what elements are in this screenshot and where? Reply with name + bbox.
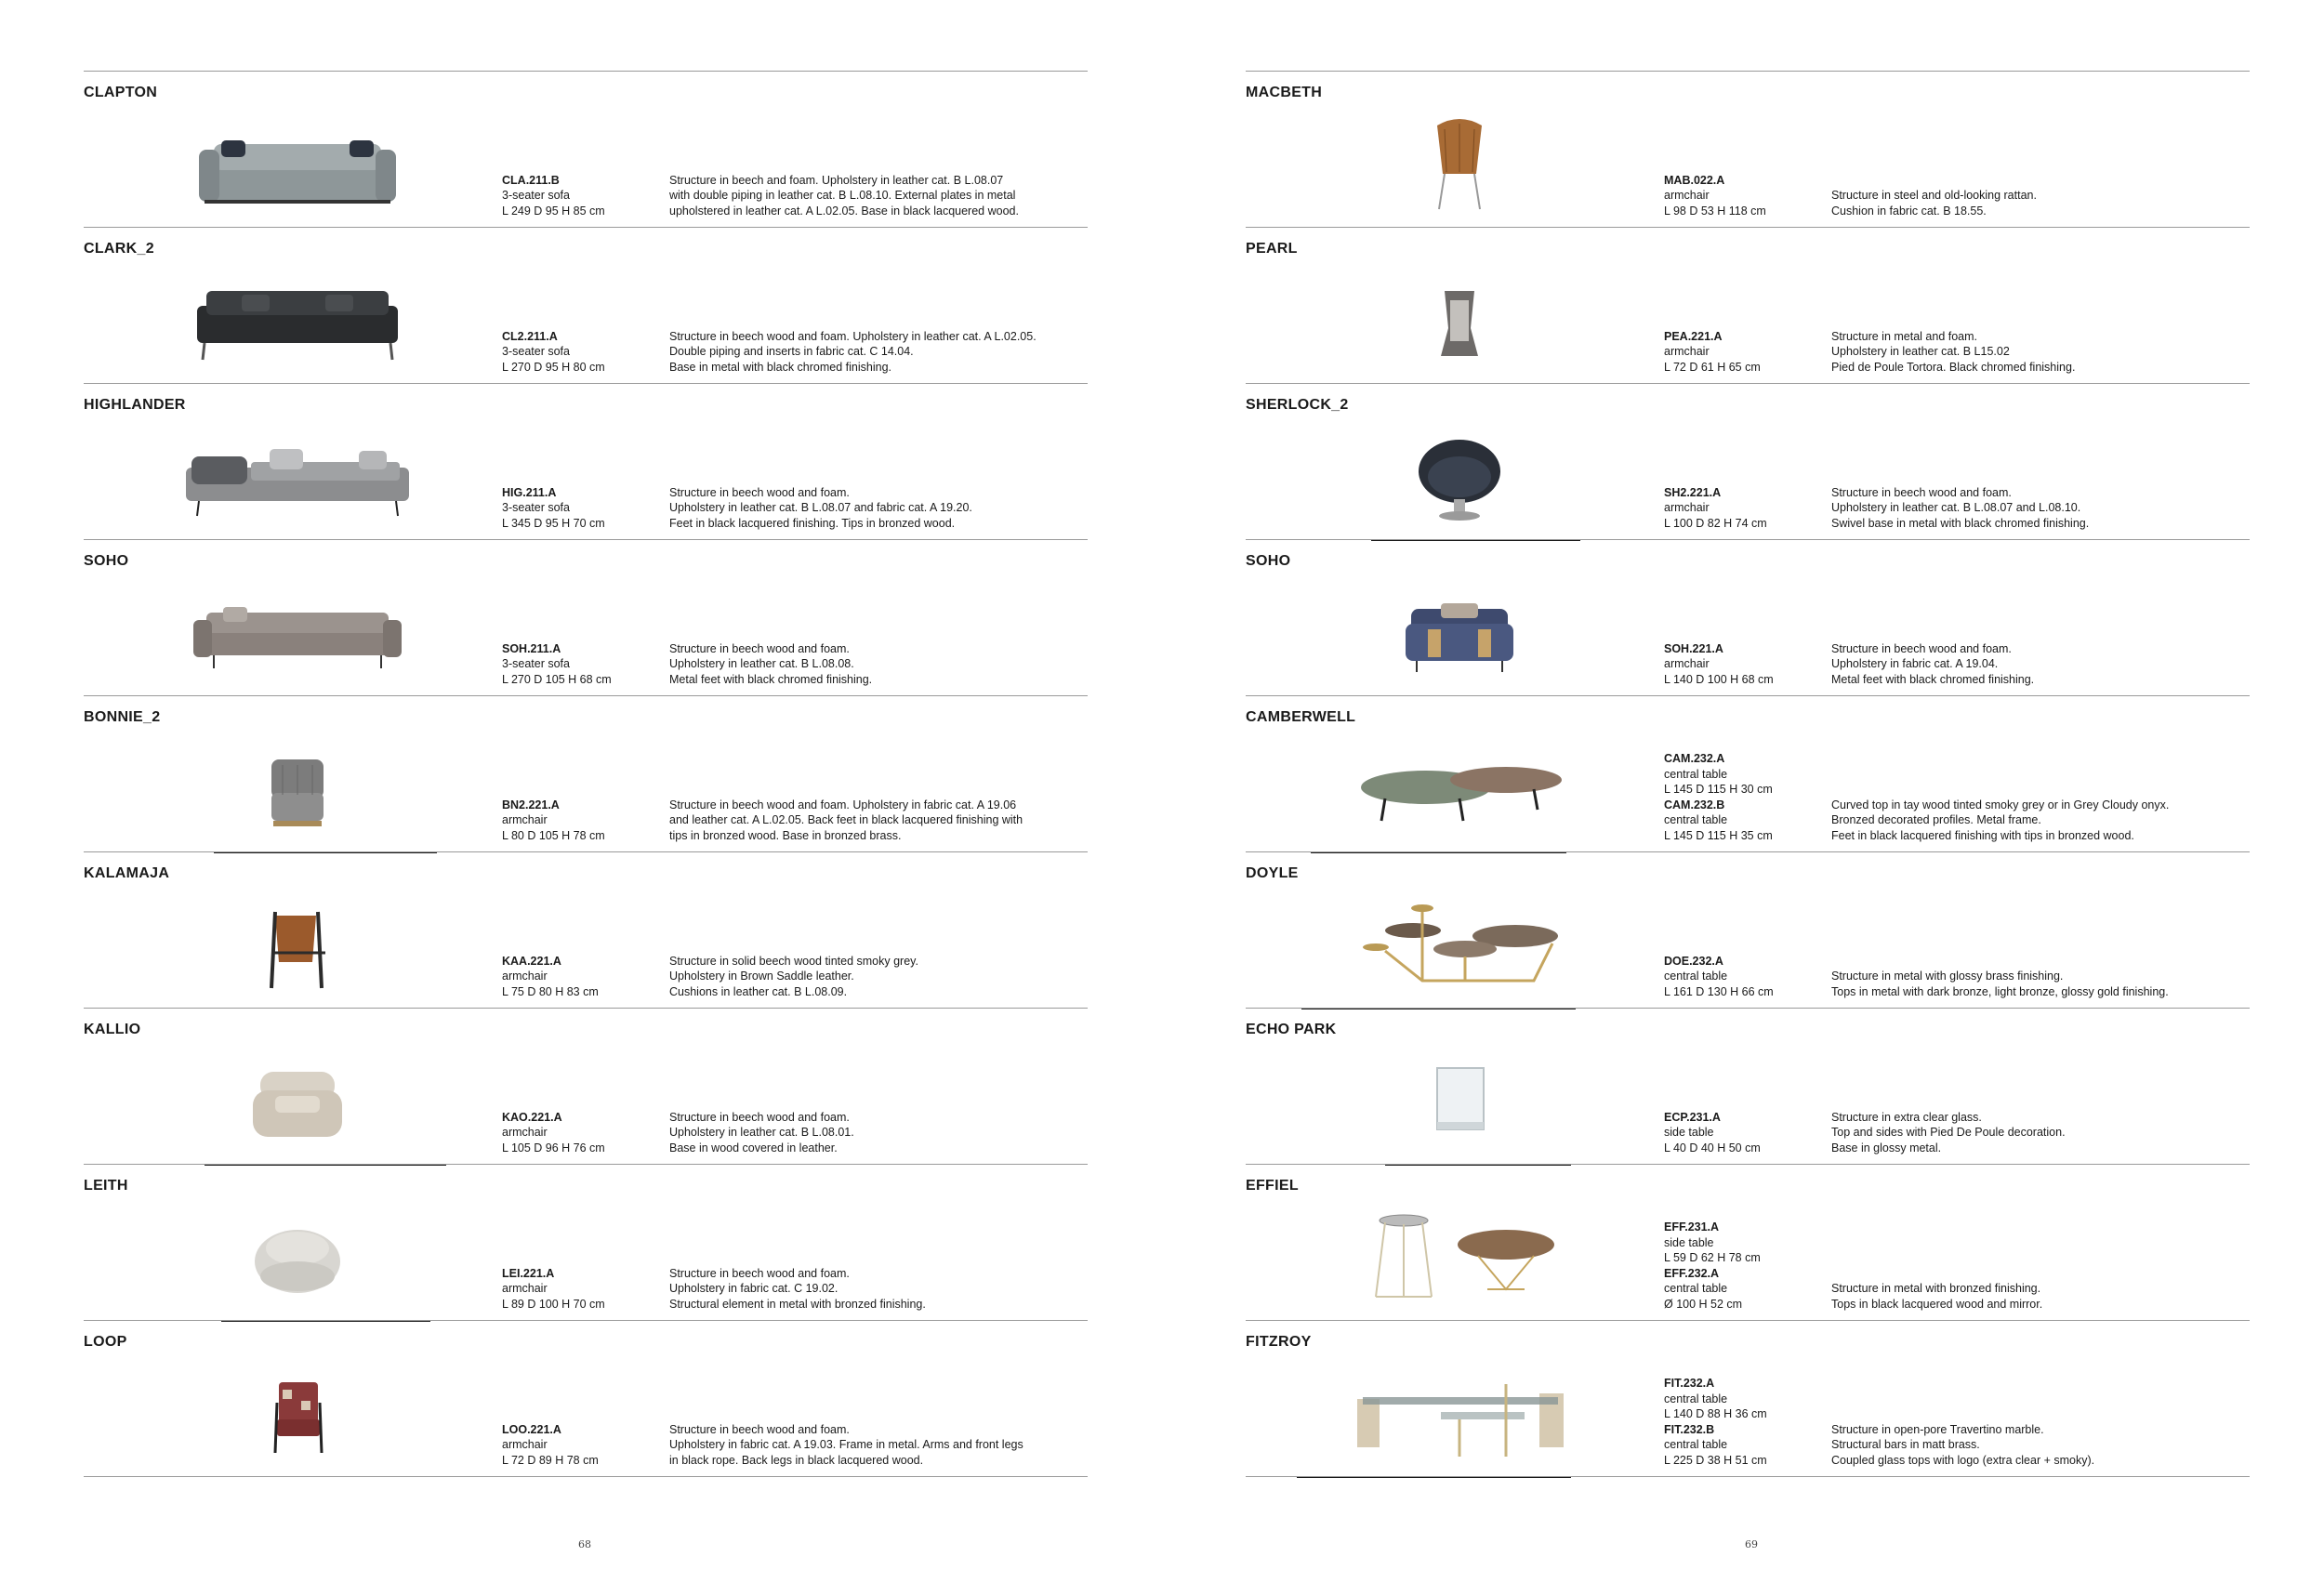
description-line: Structure in beech wood and foam. — [669, 1422, 850, 1436]
wire-tables-icon — [1348, 1200, 1571, 1317]
multi-top-table-icon — [1348, 888, 1571, 1005]
description-line: upholstered in leather cat. A L.02.05. Base in black lacquered wood. — [669, 204, 1019, 218]
product-code: HIG.211.A — [502, 485, 557, 499]
product-description — [669, 485, 1097, 532]
product-title: HIGHLANDER — [84, 397, 186, 413]
pearl-chair-icon — [1348, 263, 1571, 380]
right-page — [1162, 0, 2324, 1570]
product-code: FIT.232.A — [1664, 1377, 1715, 1390]
product-type: central table — [1664, 813, 1728, 826]
product-dimensions: L 249 D 95 H 85 cm — [502, 204, 605, 218]
product-description — [1831, 798, 2259, 844]
product-codes — [502, 485, 665, 532]
product-dimensions: L 100 D 82 H 74 cm — [1664, 516, 1767, 530]
product-code: FIT.232.B — [1664, 1422, 1715, 1436]
description-line: Structure in beech wood and foam. Upholstery in fabric cat. A 19.06 — [669, 798, 1017, 811]
page-number: 68 — [578, 1538, 591, 1550]
product-codes — [1664, 954, 1827, 1000]
product-dimensions: L 80 D 105 H 78 cm — [502, 828, 605, 842]
nesting-tables-icon — [1348, 732, 1571, 849]
product-code: SOH.211.A — [502, 641, 561, 655]
description-line: Base in wood covered in leather. — [669, 1141, 838, 1154]
product-section-pearl — [1246, 227, 2250, 384]
product-section-echo-park — [1246, 1008, 2250, 1165]
product-codes — [1664, 751, 1827, 843]
product-type: central table — [1664, 767, 1728, 781]
product-type: armchair — [502, 970, 548, 983]
product-codes — [502, 1422, 665, 1469]
product-dimensions: L 270 D 95 H 80 cm — [502, 360, 605, 374]
product-type: central table — [1664, 1392, 1728, 1405]
product-type: side table — [1664, 1126, 1714, 1139]
closing-rule — [84, 1476, 1088, 1477]
product-codes — [1664, 173, 1827, 219]
rattan-chair-icon — [1348, 107, 1571, 224]
product-code: EFF.231.A — [1664, 1220, 1720, 1234]
product-description — [669, 641, 1097, 688]
product-type: 3-seater sofa — [502, 189, 570, 202]
product-codes — [1664, 641, 1827, 688]
product-section-soho — [84, 539, 1088, 696]
description-line: Structure in metal with bronzed finishing. — [1831, 1282, 2041, 1295]
product-codes — [1664, 329, 1827, 376]
description-line: Double piping and inserts in fabric cat. C 14.04. — [669, 345, 914, 358]
product-description — [1831, 485, 2259, 532]
product-description — [669, 1266, 1097, 1313]
product-code: CL2.211.A — [502, 329, 558, 343]
cream-armchair-icon — [186, 1044, 409, 1161]
description-line: tips in bronzed wood. Base in bronzed brass. — [669, 828, 902, 842]
description-line: Structure in beech wood and foam. Upholstery in leather cat. A L.02.05. — [669, 329, 1037, 343]
product-section-clapton — [84, 71, 1088, 228]
product-dimensions: L 98 D 53 H 118 cm — [1664, 204, 1766, 218]
product-description — [669, 173, 1097, 219]
description-line: Structure in beech wood and foam. — [669, 485, 850, 499]
long-sofa-icon — [186, 419, 409, 536]
product-dimensions: L 345 D 95 H 70 cm — [502, 516, 605, 530]
product-description — [1831, 641, 2259, 688]
product-codes — [1664, 1376, 1827, 1468]
description-line: Cushion in fabric cat. B 18.55. — [1831, 204, 1987, 218]
product-title: KALLIO — [84, 1022, 141, 1037]
product-dimensions: L 72 D 89 H 78 cm — [502, 1453, 599, 1467]
description-line: in black rope. Back legs in black lacquered wood. — [669, 1453, 924, 1467]
product-codes — [502, 798, 665, 844]
glass-cube-table-icon — [1348, 1044, 1571, 1161]
description-line: Structure in beech wood and foam. — [669, 1110, 850, 1124]
taupe-sofa-icon — [186, 575, 409, 693]
product-codes — [502, 641, 665, 688]
description-line: Upholstery in leather cat. B L.08.08. — [669, 657, 854, 670]
product-title: PEARL — [1246, 241, 1298, 257]
description-line: Cushions in leather cat. B L.08.09. — [669, 984, 848, 998]
patterned-armchair-icon — [186, 1356, 409, 1473]
product-title: CLAPTON — [84, 85, 158, 100]
description-line: Structure in extra clear glass. — [1831, 1110, 1982, 1124]
product-type: 3-seater sofa — [502, 657, 570, 670]
description-line: Metal feet with black chromed finishing. — [669, 672, 873, 686]
description-line: Metal feet with black chromed finishing. — [1831, 672, 2035, 686]
product-type: central table — [1664, 1282, 1728, 1295]
description-line: Structure in beech wood and foam. — [1831, 485, 2012, 499]
product-section-effiel — [1246, 1164, 2250, 1321]
description-line: Structure in beech wood and foam. — [1831, 641, 2012, 655]
product-description — [1831, 188, 2259, 218]
product-title: CAMBERWELL — [1246, 709, 1356, 725]
product-section-loop — [84, 1320, 1088, 1477]
description-line: Upholstery in leather cat. B L.08.01. — [669, 1126, 854, 1139]
product-section-soho — [1246, 539, 2250, 696]
product-code: BN2.221.A — [502, 798, 560, 811]
grey-sofa-icon — [186, 107, 409, 224]
product-type: armchair — [1664, 657, 1710, 670]
product-type: side table — [1664, 1235, 1714, 1249]
saddle-armchair-icon — [186, 888, 409, 1005]
product-type: central table — [1664, 970, 1728, 983]
product-section-bonnie-2 — [84, 695, 1088, 852]
tufted-chair-icon — [186, 732, 409, 849]
description-line: Feet in black lacquered finishing. Tips in bronzed wood. — [669, 516, 956, 530]
product-section-macbeth — [1246, 71, 2250, 228]
product-description — [669, 1110, 1097, 1156]
product-dimensions: L 89 D 100 H 70 cm — [502, 1297, 605, 1311]
product-dimensions: Ø 100 H 52 cm — [1664, 1297, 1743, 1311]
product-type: central table — [1664, 1438, 1728, 1451]
product-dimensions: L 59 D 62 H 78 cm — [1664, 1251, 1761, 1264]
product-dimensions: L 105 D 96 H 76 cm — [502, 1141, 605, 1154]
description-line: Bronzed decorated profiles. Metal frame. — [1831, 813, 2041, 826]
description-line: Base in metal with black chromed finishing. — [669, 360, 892, 374]
product-description — [1831, 1422, 2259, 1469]
product-description — [1831, 1281, 2259, 1312]
description-line: Structure in metal and foam. — [1831, 329, 1978, 343]
product-dimensions: L 225 D 38 H 51 cm — [1664, 1453, 1767, 1467]
product-section-kalamaja — [84, 851, 1088, 1009]
product-codes — [502, 173, 665, 219]
padded-armchair-icon — [186, 1200, 409, 1317]
product-section-leith — [84, 1164, 1088, 1321]
description-line: Structural bars in matt brass. — [1831, 1438, 1980, 1451]
product-dimensions: L 72 D 61 H 65 cm — [1664, 360, 1761, 374]
product-description — [669, 954, 1097, 1000]
product-code: CAM.232.A — [1664, 752, 1725, 765]
product-dimensions: L 161 D 130 H 66 cm — [1664, 984, 1774, 998]
product-title: SHERLOCK_2 — [1246, 397, 1349, 413]
product-dimensions: L 270 D 105 H 68 cm — [502, 672, 612, 686]
description-line: Upholstery in leather cat. B L.08.07 and L.08.10. — [1831, 501, 2081, 514]
product-code: EFF.232.A — [1664, 1266, 1720, 1280]
description-line: Coupled glass tops with logo (extra clear + smoky). — [1831, 1453, 2095, 1467]
description-line: Structure in solid beech wood tinted smoky grey. — [669, 954, 918, 968]
product-code: SOH.221.A — [1664, 641, 1723, 655]
product-type: armchair — [1664, 345, 1710, 358]
product-code: ECP.231.A — [1664, 1110, 1721, 1124]
product-dimensions: L 140 D 88 H 36 cm — [1664, 1407, 1767, 1420]
product-title: EFFIEL — [1246, 1178, 1299, 1194]
product-type: armchair — [1664, 501, 1710, 514]
product-code: LOO.221.A — [502, 1422, 561, 1436]
product-title: MACBETH — [1246, 85, 1323, 100]
description-line: Upholstery in Brown Saddle leather. — [669, 970, 854, 983]
product-type: armchair — [502, 813, 548, 826]
product-description — [1831, 329, 2259, 376]
description-line: Structural element in metal with bronzed finishing. — [669, 1297, 926, 1311]
product-codes — [502, 329, 665, 376]
product-type: armchair — [502, 1126, 548, 1139]
product-title: LEITH — [84, 1178, 128, 1194]
description-line: Structure in beech wood and foam. — [669, 1266, 850, 1280]
product-type: 3-seater sofa — [502, 501, 570, 514]
product-type: 3-seater sofa — [502, 345, 570, 358]
description-line: Base in glossy metal. — [1831, 1141, 1942, 1154]
product-code: KAO.221.A — [502, 1110, 562, 1124]
product-codes — [1664, 485, 1827, 532]
product-section-camberwell — [1246, 695, 2250, 852]
description-line: Feet in black lacquered finishing with tips in bronzed wood. — [1831, 828, 2134, 842]
product-dimensions: L 40 D 40 H 50 cm — [1664, 1141, 1761, 1154]
product-description — [669, 1422, 1097, 1469]
product-section-fitzroy — [1246, 1320, 2250, 1477]
description-line: Upholstery in leather cat. B L15.02 — [1831, 345, 2010, 358]
description-line: Structure in beech and foam. Upholstery in leather cat. B L.08.07 — [669, 173, 1004, 187]
product-dimensions: L 140 D 100 H 68 cm — [1664, 672, 1774, 686]
product-type: armchair — [1664, 189, 1710, 202]
product-title: SOHO — [1246, 553, 1291, 569]
product-code: MAB.022.A — [1664, 173, 1725, 187]
description-line: Structure in beech wood and foam. — [669, 641, 850, 655]
description-line: Structure in steel and old-looking rattan. — [1831, 189, 2037, 202]
product-title: DOYLE — [1246, 865, 1299, 881]
description-line: with double piping in leather cat. B L.08.10. External plates in metal — [669, 189, 1016, 202]
swivel-chair-icon — [1348, 419, 1571, 536]
product-title: CLARK_2 — [84, 241, 154, 257]
product-title: SOHO — [84, 553, 129, 569]
product-codes — [1664, 1220, 1827, 1312]
black-leather-sofa-icon — [186, 263, 409, 380]
product-code: LEI.221.A — [502, 1266, 555, 1280]
product-code: SH2.221.A — [1664, 485, 1722, 499]
product-codes — [502, 1266, 665, 1313]
description-line: Structure in metal with glossy brass finishing. — [1831, 970, 2064, 983]
product-code: CAM.232.B — [1664, 798, 1725, 811]
description-line: Upholstery in fabric cat. C 19.02. — [669, 1282, 838, 1295]
product-codes — [502, 954, 665, 1000]
description-line: Upholstery in leather cat. B L.08.07 and fabric cat. A 19.20. — [669, 501, 972, 514]
blue-armchair-icon — [1348, 575, 1571, 693]
product-code: DOE.232.A — [1664, 954, 1723, 968]
product-section-kallio — [84, 1008, 1088, 1165]
description-line: Tops in black lacquered wood and mirror. — [1831, 1297, 2043, 1311]
product-type: armchair — [502, 1438, 548, 1451]
description-line: Curved top in tay wood tinted smoky grey or in Grey Cloudy onyx. — [1831, 798, 2170, 811]
description-line: Tops in metal with dark bronze, light bronze, glossy gold finishing. — [1831, 984, 2169, 998]
product-dimensions: L 145 D 115 H 35 cm — [1664, 828, 1773, 842]
description-line: Pied de Poule Tortora. Black chromed finishing. — [1831, 360, 2076, 374]
description-line: Swivel base in metal with black chromed finishing. — [1831, 516, 2090, 530]
closing-rule — [1246, 1476, 2250, 1477]
product-dimensions: L 145 D 115 H 30 cm — [1664, 783, 1773, 796]
product-section-sherlock-2 — [1246, 383, 2250, 540]
description-line: Top and sides with Pied De Poule decoration. — [1831, 1126, 2066, 1139]
product-dimensions: L 75 D 80 H 83 cm — [502, 984, 599, 998]
product-title: FITZROY — [1246, 1334, 1312, 1350]
product-description — [1831, 1110, 2259, 1156]
product-codes — [1664, 1110, 1827, 1156]
description-line: Structure in open-pore Travertino marble. — [1831, 1422, 2044, 1436]
product-title: BONNIE_2 — [84, 709, 161, 725]
description-line: Upholstery in fabric cat. A 19.04. — [1831, 657, 1999, 670]
page-number: 69 — [1745, 1538, 1758, 1550]
product-type: armchair — [502, 1282, 548, 1295]
product-code: CLA.211.B — [502, 173, 560, 187]
description-line: Upholstery in fabric cat. A 19.03. Frame in metal. Arms and front legs — [669, 1438, 1023, 1451]
product-description — [669, 798, 1097, 844]
description-line: and leather cat. A L.02.05. Back feet in black lacquered finishing with — [669, 813, 1023, 826]
product-code: PEA.221.A — [1664, 329, 1723, 343]
product-section-clark-2 — [84, 227, 1088, 384]
product-section-highlander — [84, 383, 1088, 540]
product-code: KAA.221.A — [502, 954, 561, 968]
product-title: LOOP — [84, 1334, 127, 1350]
travertine-table-icon — [1348, 1356, 1571, 1473]
product-section-doyle — [1246, 851, 2250, 1009]
product-description — [669, 329, 1097, 376]
product-title: ECHO PARK — [1246, 1022, 1337, 1037]
product-description — [1831, 969, 2259, 999]
product-codes — [502, 1110, 665, 1156]
product-title: KALAMAJA — [84, 865, 170, 881]
